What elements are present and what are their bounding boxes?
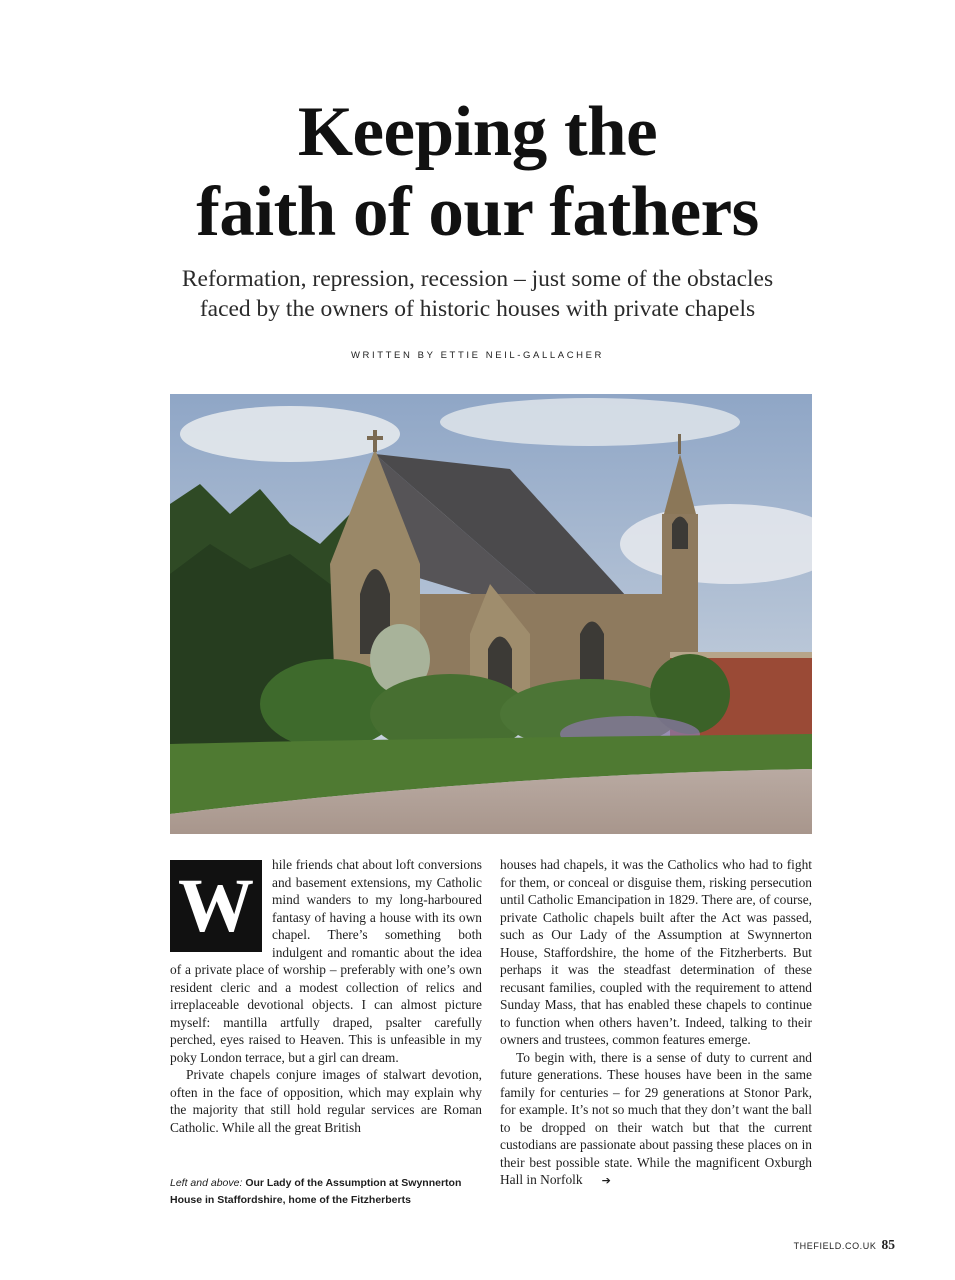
photo-caption — [170, 1175, 482, 1209]
cloud — [180, 406, 400, 462]
byline: WRITTEN BY ETTIE NEIL-GALLACHER — [350, 350, 605, 361]
bell-tower-opening — [672, 517, 688, 550]
page-number: 85 — [881, 1237, 895, 1252]
cloud — [440, 398, 740, 446]
article-paragraph: houses had chapels, it was the Catholics who had to fight for them, or conceal or disguise them, risking persecution until Catholic Emancipation in 1829. There are, of course, private Catholic chapels built after the Act was passed, such as Our Lady of the Assumption at Swynnerton House, Staffordshire, the home of the Fitzherberts. But perhaps it was the steadfast determination of these recusant families, coupled with the requirement to attend Sunday Mass, that has enabled these chapels to continue to function when others haven’t. Indeed, talking to their owners and trustees, common features emerge. — [500, 857, 812, 1047]
tower-cross — [678, 434, 681, 454]
caption-lead: Left and above: — [170, 1177, 243, 1189]
cross — [367, 436, 383, 440]
site-url: THEFIELD.CO.UK — [793, 1241, 877, 1251]
cross — [373, 430, 377, 452]
headline — [0, 92, 955, 252]
article-column-left — [170, 856, 482, 1136]
drop-cap: W — [170, 860, 262, 952]
standfirst-line-2: faced by the owners of historic houses with private chapels — [199, 296, 756, 322]
arrow-right-icon: ➔ — [601, 1174, 611, 1187]
headline-line-1: Keeping the — [297, 93, 658, 171]
standfirst — [80, 264, 875, 324]
nave-window — [580, 622, 604, 685]
chapel-photo — [170, 394, 812, 834]
headline-line-2: faith of our fathers — [196, 173, 759, 251]
article-paragraph — [500, 1049, 812, 1190]
article-paragraph-text: To begin with, there is a sense of duty to current and future generations. These houses have been in the same family for centuries – for 29 generations at Stonor Park, for example. It’s not so much that they don’t want the ball to be dropped on their watch but that the current custodians are passionate about passing these places on in their best possible state. While the magnificent Oxburgh Hall in Norfolk — [500, 1049, 812, 1187]
standfirst-line-1: Reformation, repression, recession – just some of the obstacles — [181, 266, 774, 292]
article-paragraph-text: hile friends chat about loft conversions and basement extensions, my Catholic mind wanders to my long-harboured fantasy of having a house with its own chapel. There’s something both indulgent and romantic about the idea of a private place of worship – preferably with one’s own resident cleric and a modest collection of relics and irreplaceable devotional objects. I can almost picture myself: mantilla artfully draped, psalter carefully perched, eyes raised to Heaven. This is unfeasible in my poky London terrace, but a girl can dream. — [170, 857, 482, 1065]
article-paragraph: Private chapels conjure images of stalwart devotion, often in the face of opposition, which may explain why the majority that still hold regular services are Roman Catholic. While all the great British — [170, 1067, 482, 1135]
article-paragraph — [170, 856, 482, 1066]
page-folio — [794, 1237, 895, 1253]
caption-body: Our Lady of the Assumption at Swynnerton House in Staffordshire, home of the Fitzherberts — [170, 1177, 462, 1206]
article-column-right — [500, 856, 812, 1190]
